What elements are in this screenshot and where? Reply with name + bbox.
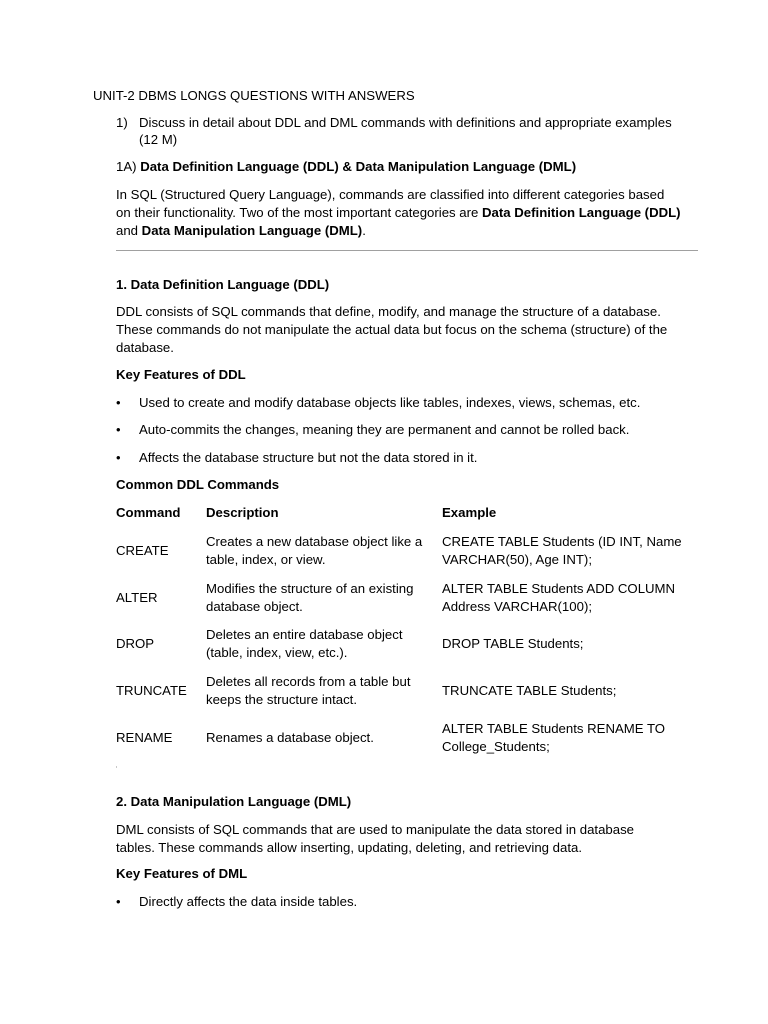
intro-dml-term: Data Manipulation Language (DML) (141, 223, 363, 238)
ddl-features-heading: Key Features of DDL (116, 367, 246, 382)
dml-feature-1: Directly affects the data inside tables. (139, 894, 358, 909)
dml-features-heading: Key Features of DML (116, 866, 248, 881)
dml-description: DML consists of SQL commands that are used to manipulate the data stored in database tables. These commands allow inserting, updating, deleting, and retrieving data. (116, 822, 635, 855)
table-header-description: Description (206, 505, 279, 520)
table-row-description: Creates a new database object like a table, index, or view. (206, 534, 423, 567)
bullet-icon: • (116, 395, 121, 410)
table-row-example: CREATE TABLE Students (ID INT, Name VARCHAR(50), Age INT); (442, 534, 682, 567)
ddl-feature-2: Auto-commits the changes, meaning they are permanent and cannot be rolled back. (139, 422, 630, 437)
table-row-command: TRUNCATE (116, 683, 187, 698)
answer-heading (116, 158, 576, 176)
table-end-mark (116, 766, 117, 768)
table-row-example: ALTER TABLE Students RENAME TO College_Students; (442, 721, 666, 754)
ddl-description: DDL consists of SQL commands that define, modify, and manage the structure of a database. These commands do not manipulate the actual data but focus on the schema (structure) of the database. (116, 304, 668, 355)
table-header-command: Command (116, 505, 181, 520)
table-row-description: Deletes an entire database object (table, index, view, etc.). (206, 627, 403, 660)
table-row-command: ALTER (116, 590, 158, 605)
ddl-heading: 1. Data Definition Language (DDL) (116, 277, 330, 292)
question-number: 1) (116, 115, 128, 130)
table-row-command: DROP (116, 636, 155, 651)
intro-ddl-term: Data Definition Language (DDL) (482, 205, 681, 220)
table-row-description: Modifies the structure of an existing database object. (206, 581, 414, 614)
horizontal-divider (116, 250, 698, 251)
bullet-icon: • (116, 894, 121, 909)
table-row-description: Deletes all records from a table but keeps the structure intact. (206, 674, 411, 707)
question-text-line1: Discuss in detail about DDL and DML commands with definitions and appropriate examples (139, 115, 672, 130)
bullet-icon: • (116, 450, 121, 465)
document-title: UNIT-2 DBMS LONGS QUESTIONS WITH ANSWERS (93, 88, 415, 103)
ddl-commands-heading: Common DDL Commands (116, 477, 280, 492)
table-row-description: Renames a database object. (206, 730, 374, 745)
table-row-example: ALTER TABLE Students ADD COLUMN Address VARCHAR(100); (442, 581, 676, 614)
intro-period: . (362, 223, 366, 238)
dml-heading: 2. Data Manipulation Language (DML) (116, 794, 352, 809)
answer-title: Data Definition Language (DDL) & Data Manipulation Language (DML) (140, 159, 577, 174)
ddl-feature-3: Affects the database structure but not the data stored in it. (139, 450, 478, 465)
bullet-icon: • (116, 422, 121, 437)
question-text-line2: (12 M) (139, 132, 178, 147)
answer-prefix: 1A) (116, 159, 137, 174)
table-row-command: RENAME (116, 730, 173, 745)
table-header-example: Example (442, 505, 497, 520)
intro-text: In SQL (Structured Query Language), commands are classified into different categories based on their functionality. Two of the most important categories are (116, 187, 665, 220)
table-row-example: TRUNCATE TABLE Students; (442, 683, 617, 698)
ddl-feature-1: Used to create and modify database objects like tables, indexes, views, schemas, etc. (139, 395, 641, 410)
table-row-example: DROP TABLE Students; (442, 636, 584, 651)
intro-and: and (116, 223, 142, 238)
table-row-command: CREATE (116, 543, 169, 558)
intro-paragraph (116, 186, 681, 240)
